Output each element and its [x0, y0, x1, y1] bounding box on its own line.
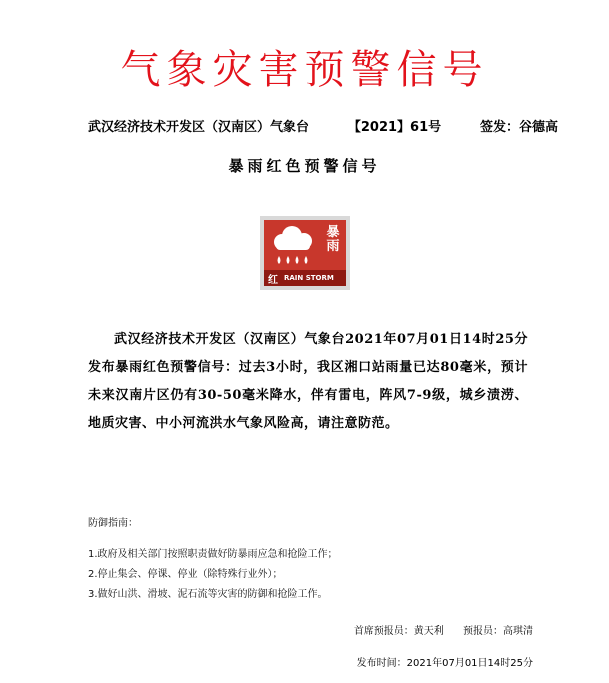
rainstorm-red-signal-icon	[260, 216, 350, 290]
signer: 签发：谷德高	[479, 120, 558, 135]
issuer-name: 武汉经济技术开发区（汉南区）气象台	[88, 120, 310, 135]
warning-body-text: 武汉经济技术开发区（汉南区）气象台2021年07月01日14时25分发布暴雨红色预警信号：过去3小时，我区湘口站雨量已达80毫米，预计未来汉南片区仍有30-50毫米降水，伴有雷电，阵风7-9级，城乡渍涝、地质灾害、中小河流洪水气象风险高，请注意防范。	[88, 332, 528, 431]
forecasters-line	[354, 622, 533, 637]
guide-item: 3.做好山洪、滑坡、泥石流等灾害的防御和抢险工作。	[88, 589, 328, 600]
guide-heading: 防御指南：	[88, 518, 138, 529]
guide-item: 2.停止集会、停课、停业（除特殊行业外）；	[88, 569, 283, 580]
signal-label-en: RAIN STORM	[284, 274, 334, 282]
document-title: 气象灾害预警信号	[120, 47, 489, 93]
signal-level: 红	[268, 274, 278, 286]
issuer-line	[88, 116, 558, 135]
publish-time: 发布时间：2021年07月01日14时25分	[356, 658, 533, 669]
warning-type-title: 暴雨红色预警信号	[228, 157, 381, 175]
chief-forecaster: 首席预报员：黄天利	[353, 626, 444, 637]
document-number: 【2021】61号	[347, 120, 442, 135]
defense-guide	[88, 514, 548, 605]
signal-label-cn: 暴雨	[326, 225, 340, 254]
guide-item: 1.政府及相关部门按照职责做好防暴雨应急和抢险工作；	[88, 549, 338, 560]
signal-band	[264, 270, 346, 286]
signal-icon-body	[264, 220, 346, 286]
forecaster: 预报员：高琪清	[463, 626, 533, 637]
